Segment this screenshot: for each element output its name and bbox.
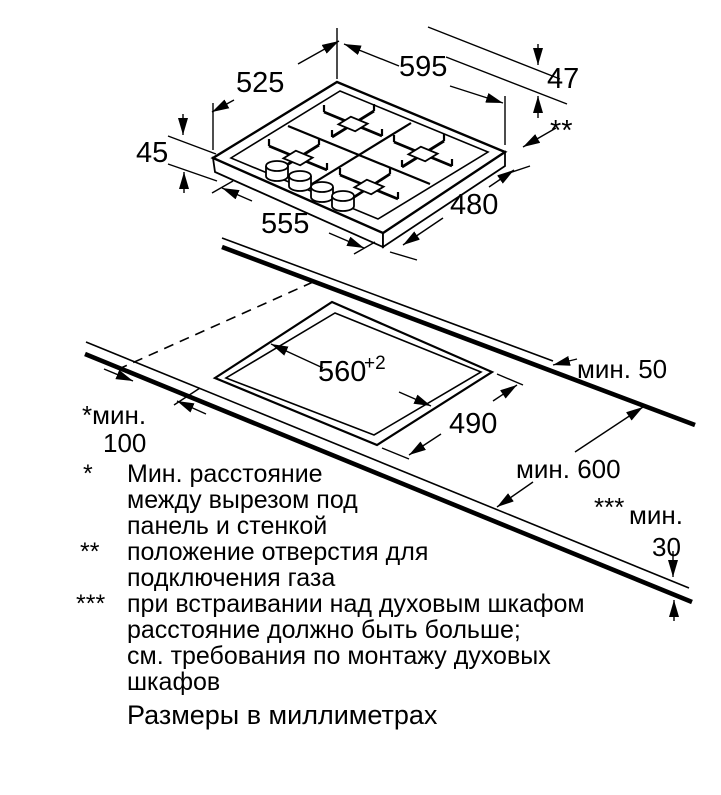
dimension-45 [136,114,217,193]
leader-arrow [399,392,431,406]
ref-line [168,164,217,181]
footnote-triple-star-marker: *** [76,590,106,618]
gas-hole-marker [523,115,573,147]
dimension-min-100 [82,369,206,458]
gas-ref-line-upper [428,27,560,79]
dim-560-tolerance: +2 [364,353,386,374]
dimension-min-30 [594,492,683,621]
dim-480-label: 480 [450,189,499,221]
dim-47-label: 47 [547,63,580,95]
footnote-triple-star-line-4: шкафов [127,668,221,696]
dim-525-label: 525 [236,67,285,99]
footnote-triple-star-line-2: расстояние должно быть больше; [127,616,521,644]
worktop-rear-edge [222,247,695,425]
dim-45-label: 45 [136,137,169,169]
footnote-star-line-1: Мин. расстояние [127,460,323,488]
extension-line [497,374,523,385]
dim-490-label: 490 [449,408,498,440]
footnote-star-line-2: между вырезом под [127,486,358,514]
min-100-label: *мин. [82,400,147,430]
footnote-triple-star-line-1: при встраивании над духовым шкафом [127,590,585,618]
footnote-star-line-3: панель и стенкой [127,512,328,540]
side-wall-dashed-line [112,282,313,372]
extension-line [390,252,417,260]
footnotes-block [76,460,585,730]
footnote-star-marker: * [83,460,93,488]
min-600-label: мин. 600 [516,454,621,484]
footnote-triple-star-line-3: см. требования по монтажу духовых [127,642,551,670]
min-30-marker: *** [594,492,625,522]
footnote-double-star-line-2: подключения газа [127,564,336,592]
footnote-double-star-marker: ** [80,538,100,566]
extension-line [500,166,530,176]
footnote-double-star-line-1: положение отверстия для [127,538,429,566]
gas-marker-label: ** [550,115,573,147]
dim-560-label: 560 [318,356,367,388]
extension-line [354,242,375,254]
min-30-label: мин. [629,500,683,530]
units-note: Размеры в миллиметрах [127,700,438,730]
ref-line [168,136,216,154]
worktop-rear-edge-thin [222,238,553,361]
min-30-value: 30 [652,532,681,562]
dimension-560 [271,344,431,406]
hob-isometric-figure [136,27,579,260]
min-100-value: 100 [103,428,147,458]
dimension-47 [428,27,579,118]
dim-555-label: 555 [261,208,310,240]
extension-line [382,448,409,459]
dimension-490 [382,374,523,459]
min-50-label: мин. 50 [577,354,668,384]
dim-595-label: 595 [399,51,448,83]
